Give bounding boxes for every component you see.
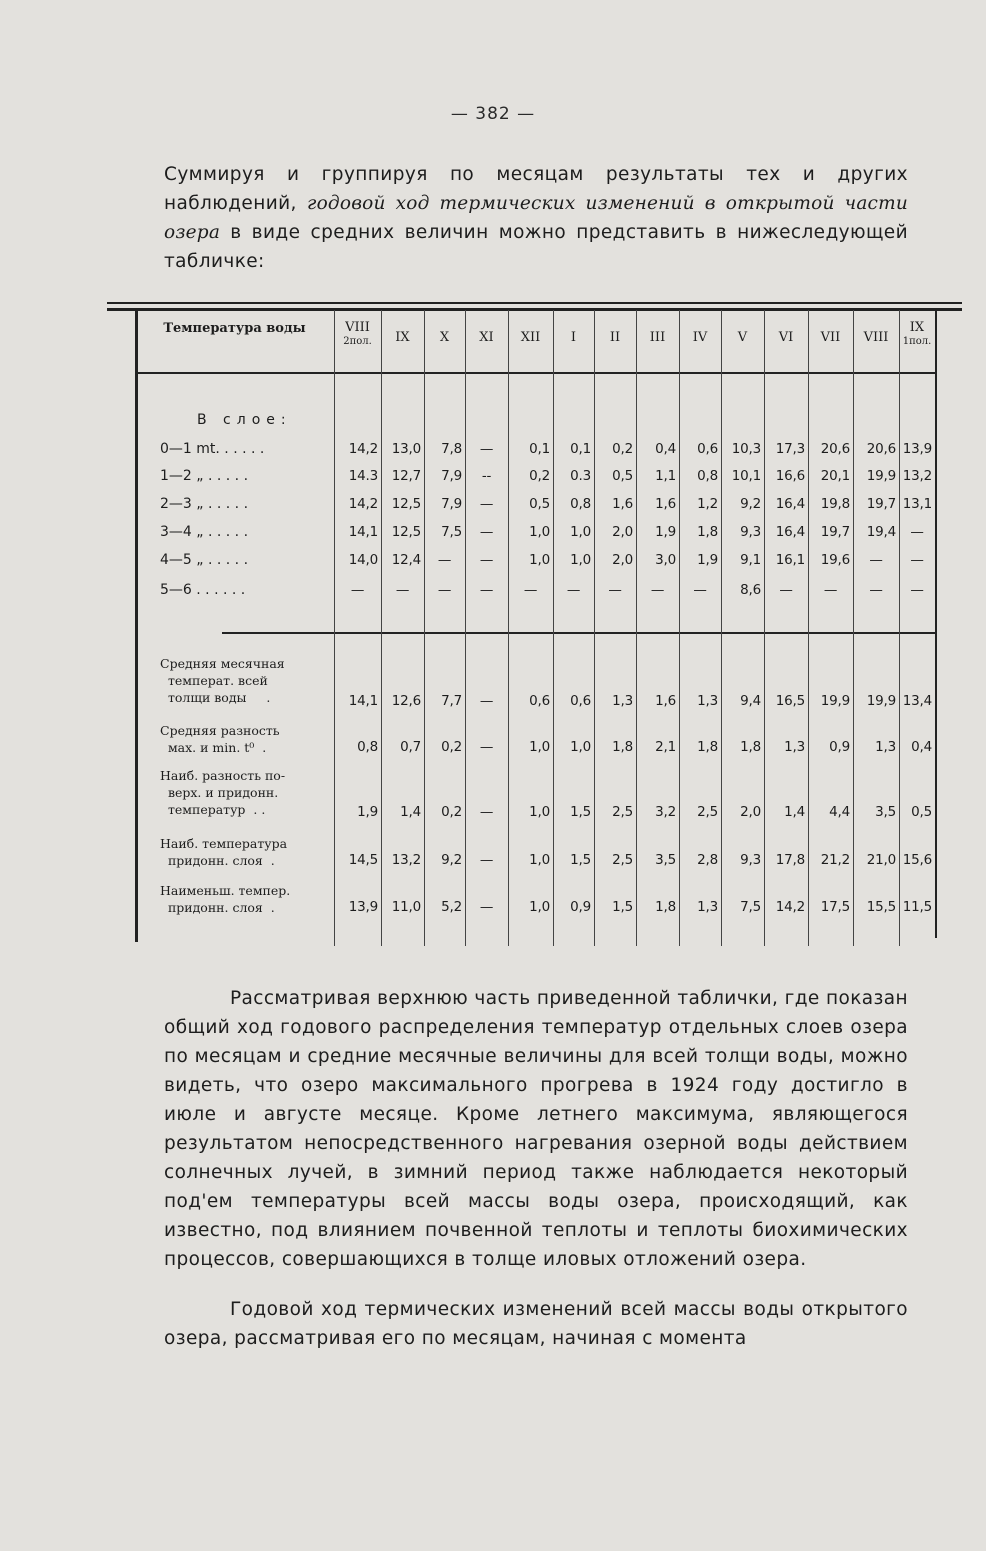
table-cell: 16,6 bbox=[775, 468, 805, 484]
column-header-sub: 2пол. bbox=[343, 336, 372, 347]
table-cell: 12,5 bbox=[391, 524, 421, 540]
table-cell: 19,9 bbox=[866, 693, 896, 709]
table-cell: 0,2 bbox=[612, 441, 633, 457]
table-cell: 9,1 bbox=[740, 552, 761, 568]
table-cell: 0,4 bbox=[655, 441, 676, 457]
table-cell: 0,2 bbox=[441, 739, 462, 755]
table-cell: — bbox=[910, 524, 924, 540]
table-top-rule-double bbox=[107, 308, 962, 311]
table-cell: 1,6 bbox=[655, 496, 676, 512]
table-cell: 12,5 bbox=[391, 496, 421, 512]
table-cell: 0,9 bbox=[829, 739, 850, 755]
table-cell: 7,8 bbox=[441, 441, 462, 457]
table-cell: 7,5 bbox=[441, 524, 462, 540]
column-header bbox=[508, 330, 553, 346]
column-header bbox=[636, 330, 679, 346]
table-cell: 1,3 bbox=[875, 739, 896, 755]
column-header-label: VI bbox=[778, 330, 794, 345]
column-header bbox=[679, 330, 721, 346]
row-label: 1—2 „ . . . . . bbox=[160, 468, 249, 484]
table-cell: — bbox=[479, 582, 494, 598]
table-cell: — bbox=[869, 552, 883, 568]
table-cell: 13,9 bbox=[902, 441, 932, 457]
row-label: 2—3 „ . . . . . bbox=[160, 496, 249, 512]
table-cell: 13,9 bbox=[348, 899, 378, 915]
intro-text-after: в виде средних величин можно представить в нижеследующей табличке: bbox=[164, 222, 908, 272]
column-separator bbox=[334, 310, 335, 946]
table-cell: 4,4 bbox=[829, 804, 850, 820]
table-cell: 2,0 bbox=[612, 552, 633, 568]
column-separator bbox=[721, 310, 722, 946]
table-cell: 0,6 bbox=[697, 441, 718, 457]
column-header-label: VIII bbox=[345, 320, 370, 335]
table-cell: 0,5 bbox=[911, 804, 932, 820]
table-cell: 19,8 bbox=[820, 496, 850, 512]
table-cell: 14,5 bbox=[348, 852, 378, 868]
row-label: 3—4 „ . . . . . bbox=[160, 524, 249, 540]
table-cell: 17,8 bbox=[775, 852, 805, 868]
row-label: Средняя месячная температ. всей толщи воды . bbox=[160, 656, 285, 705]
column-header bbox=[334, 320, 381, 348]
table-cell: 1,8 bbox=[612, 739, 633, 755]
table-cell: 14,2 bbox=[775, 899, 805, 915]
table-cell: 15,5 bbox=[866, 899, 896, 915]
intro-emphasis: годовой ход термических изменений в открытой части озера bbox=[164, 193, 908, 243]
table-cell: 0,9 bbox=[570, 899, 591, 915]
table-cell: 14,1 bbox=[348, 524, 378, 540]
table-cell: 0,8 bbox=[570, 496, 591, 512]
table-cell: 3,5 bbox=[875, 804, 896, 820]
table-cell: 7,9 bbox=[441, 468, 462, 484]
column-header-label: VII bbox=[820, 330, 841, 345]
table-cell: 1,5 bbox=[570, 804, 591, 820]
column-separator bbox=[935, 310, 937, 938]
table-cell: 0,5 bbox=[529, 496, 550, 512]
intro-paragraph bbox=[164, 160, 908, 276]
table-cell: 16,4 bbox=[775, 524, 805, 540]
column-header-label: XII bbox=[520, 330, 541, 345]
column-separator bbox=[636, 310, 637, 946]
table-cell: 0,4 bbox=[911, 739, 932, 755]
table-top-rule bbox=[107, 302, 962, 304]
column-separator bbox=[553, 310, 554, 946]
table-cell: — bbox=[479, 441, 494, 457]
table-cell: 0.3 bbox=[570, 468, 591, 484]
table-cell: 1,3 bbox=[697, 899, 718, 915]
table-cell: 0,2 bbox=[441, 804, 462, 820]
table-cell: 16,5 bbox=[775, 693, 805, 709]
table-cell: 1,6 bbox=[655, 693, 676, 709]
table-cell: 2,0 bbox=[740, 804, 761, 820]
table-cell: 12,4 bbox=[391, 552, 421, 568]
intro-text-before: Суммируя и группируя по месяцам результаты тех и других наблюдений, bbox=[164, 164, 908, 214]
column-header-label: XI bbox=[479, 330, 494, 345]
table-cell: — bbox=[437, 582, 452, 598]
table-cell: 19,6 bbox=[820, 552, 850, 568]
row-label: Наименьш. темпер. придонн. слоя . bbox=[160, 883, 291, 915]
table-cell: 0,1 bbox=[529, 441, 550, 457]
table-cell: 0,1 bbox=[570, 441, 591, 457]
header-water-temperature: Температура воды bbox=[163, 321, 306, 336]
table-cell: 15,6 bbox=[902, 852, 932, 868]
table-cell: 3,0 bbox=[655, 552, 676, 568]
table-cell: 1,0 bbox=[570, 552, 591, 568]
row-label: Средняя разность мах. и min. t⁰ . bbox=[160, 723, 280, 755]
table-cell: 19,4 bbox=[866, 524, 896, 540]
table-cell: 1,0 bbox=[529, 739, 550, 755]
table-cell: — bbox=[779, 582, 793, 598]
table-cell: 1,8 bbox=[740, 739, 761, 755]
table-cell: 0,5 bbox=[612, 468, 633, 484]
table-cell: 14,0 bbox=[348, 552, 378, 568]
column-header bbox=[899, 320, 935, 348]
table-cell: — bbox=[479, 852, 494, 868]
table-cell: 1,0 bbox=[529, 552, 550, 568]
table-cell: 13,4 bbox=[902, 693, 932, 709]
table-cell: 12,7 bbox=[391, 468, 421, 484]
column-header-label: IX bbox=[909, 320, 925, 335]
table-cell: 19,7 bbox=[820, 524, 850, 540]
table-cell: 13,2 bbox=[902, 468, 932, 484]
column-header-label: X bbox=[439, 330, 450, 345]
row-label: Наиб. разность по- верх. и придонн. температур . . bbox=[160, 768, 286, 817]
table-cell: 1,8 bbox=[655, 899, 676, 915]
table-cell: 1,4 bbox=[784, 804, 805, 820]
column-header bbox=[553, 330, 594, 346]
table-cell: — bbox=[566, 582, 581, 598]
table-cell: 0,7 bbox=[400, 739, 421, 755]
column-header bbox=[465, 330, 508, 346]
table-cell: — bbox=[479, 899, 494, 915]
table-cell: 2,0 bbox=[612, 524, 633, 540]
table-cell: 2,8 bbox=[697, 852, 718, 868]
table-cell: 7,9 bbox=[441, 496, 462, 512]
table-cell: 13,2 bbox=[391, 852, 421, 868]
table-cell: 21,0 bbox=[866, 852, 896, 868]
row-label: 0—1 mt. . . . . . bbox=[160, 441, 265, 457]
column-header bbox=[424, 330, 465, 346]
column-separator bbox=[381, 310, 382, 946]
table-cell: 1,6 bbox=[612, 496, 633, 512]
table-cell: 20,6 bbox=[820, 441, 850, 457]
table-cell: 14,2 bbox=[348, 496, 378, 512]
section-label-layers: В слое: bbox=[197, 412, 292, 428]
table-cell: 1,4 bbox=[400, 804, 421, 820]
table-cell: — bbox=[608, 582, 622, 598]
table-cell: 1,3 bbox=[612, 693, 633, 709]
table-cell: 11,0 bbox=[391, 899, 421, 915]
column-separator bbox=[594, 310, 595, 946]
row-label: 5—6 . . . . . . bbox=[160, 582, 246, 598]
column-header-sub: 1пол. bbox=[902, 336, 932, 347]
page-number: — 382 — bbox=[450, 104, 536, 124]
row-label: 4—5 „ . . . . . bbox=[160, 552, 249, 568]
table-cell: 20,6 bbox=[866, 441, 896, 457]
table-cell: -- bbox=[481, 468, 492, 484]
column-separator bbox=[508, 310, 509, 946]
table-cell: — bbox=[395, 582, 410, 598]
table-cell: 1,5 bbox=[612, 899, 633, 915]
table-cell: 16,1 bbox=[775, 552, 805, 568]
table-cell: 21,2 bbox=[820, 852, 850, 868]
column-header bbox=[853, 330, 899, 346]
table-cell: — bbox=[650, 582, 665, 598]
table-cell: — bbox=[479, 496, 494, 512]
table-cell: 1,9 bbox=[697, 552, 718, 568]
temperature-table bbox=[107, 302, 962, 952]
table-cell: — bbox=[479, 693, 494, 709]
table-cell: 17,5 bbox=[820, 899, 850, 915]
table-cell: 9,2 bbox=[441, 852, 462, 868]
table-cell: 20,1 bbox=[820, 468, 850, 484]
table-cell: — bbox=[479, 804, 494, 820]
table-cell: 11,5 bbox=[902, 899, 932, 915]
header-bottom-rule bbox=[135, 372, 935, 374]
table-cell: 1,0 bbox=[529, 899, 550, 915]
table-cell: 16,4 bbox=[775, 496, 805, 512]
column-header-label: IX bbox=[395, 330, 410, 345]
column-separator bbox=[424, 310, 425, 946]
column-header bbox=[594, 330, 636, 346]
table-cell: 7,7 bbox=[441, 693, 462, 709]
table-cell: 0,8 bbox=[357, 739, 378, 755]
table-cell: 1,8 bbox=[697, 739, 718, 755]
table-cell: 14.3 bbox=[348, 468, 378, 484]
body-paragraph-3: Годовой ход термических изменений всей массы воды открытого озера, рассматривая его по месяцам, начиная с момента bbox=[164, 1299, 908, 1349]
table-cell: 10,3 bbox=[731, 441, 761, 457]
table-cell: 1,1 bbox=[655, 468, 676, 484]
table-cell: 1,0 bbox=[570, 739, 591, 755]
table-cell: 0,8 bbox=[697, 468, 718, 484]
table-cell: — bbox=[910, 552, 924, 568]
table-cell: 0,2 bbox=[529, 468, 550, 484]
table-cell: 0,6 bbox=[570, 693, 591, 709]
column-header bbox=[764, 330, 808, 346]
table-cell: 17,3 bbox=[775, 441, 805, 457]
table-cell: 1,2 bbox=[697, 496, 718, 512]
table-cell: 3,5 bbox=[655, 852, 676, 868]
table-cell: 7,5 bbox=[740, 899, 761, 915]
table-cell: 14,2 bbox=[348, 441, 378, 457]
table-cell: — bbox=[479, 524, 494, 540]
table-cell: 14,1 bbox=[348, 693, 378, 709]
column-separator bbox=[465, 310, 466, 946]
body-paragraph-2: Рассматривая верхнюю часть приведенной таблички, где показан общий ход годового распределения температур отдельных слоев озера по месяцам и средние месячные величины для всей толщи воды, можно видеть, что озеро максимального прогрева в 1924 году достигло в июле и августе месяце. Кроме летнего максимума, являющегося результатом непосредственного нагревания озерной воды действием солнечных лучей, в зимний период также наблюдается некоторый под'ем температуры всей массы воды озера, происходящий, как известно, под влиянием почвенной теплоты и теплоты биохимических процессов, совершающихся в толще иловых отложений озера. bbox=[164, 988, 908, 1270]
table-cell: 3,2 bbox=[655, 804, 676, 820]
table-cell: 9,3 bbox=[740, 524, 761, 540]
table-cell: 1,8 bbox=[697, 524, 718, 540]
table-cell: 1,0 bbox=[529, 852, 550, 868]
table-cell: — bbox=[823, 582, 838, 598]
table-cell: 2,5 bbox=[697, 804, 718, 820]
table-cell: 2,1 bbox=[655, 739, 676, 755]
table-cell: — bbox=[869, 582, 883, 598]
table-cell: 5,2 bbox=[441, 899, 462, 915]
column-header-label: I bbox=[570, 330, 577, 345]
column-separator bbox=[679, 310, 680, 946]
column-header-label: IV bbox=[692, 330, 708, 345]
table-cell: 10,1 bbox=[731, 468, 761, 484]
table-cell: 2,5 bbox=[612, 852, 633, 868]
column-header-label: II bbox=[609, 330, 621, 345]
table-cell: 19,9 bbox=[820, 693, 850, 709]
table-cell: 9,4 bbox=[740, 693, 761, 709]
table-cell: — bbox=[437, 552, 452, 568]
column-header bbox=[808, 330, 853, 346]
column-separator bbox=[899, 310, 900, 946]
column-header-label: III bbox=[649, 330, 666, 345]
column-header bbox=[381, 330, 424, 346]
table-cell: 1,9 bbox=[655, 524, 676, 540]
table-left-border bbox=[135, 310, 138, 942]
column-header bbox=[721, 330, 764, 346]
table-cell: — bbox=[523, 582, 538, 598]
table-cell: 19,9 bbox=[866, 468, 896, 484]
table-cell: 8,6 bbox=[740, 582, 761, 598]
column-separator bbox=[853, 310, 854, 946]
table-cell: 1,9 bbox=[357, 804, 378, 820]
table-cell: — bbox=[693, 582, 707, 598]
table-cell: — bbox=[479, 552, 494, 568]
table-cell: 0,6 bbox=[529, 693, 550, 709]
table-cell: 2,5 bbox=[612, 804, 633, 820]
column-header-label: V bbox=[737, 330, 748, 345]
table-cell: 1,0 bbox=[529, 804, 550, 820]
table-cell: — bbox=[910, 582, 924, 598]
table-cell: — bbox=[479, 739, 494, 755]
table-cell: 1,0 bbox=[570, 524, 591, 540]
table-cell: 13,1 bbox=[902, 496, 932, 512]
column-separator bbox=[808, 310, 809, 946]
table-cell: 12,6 bbox=[391, 693, 421, 709]
table-cell: — bbox=[350, 582, 365, 598]
column-header-label: VIII bbox=[863, 330, 889, 345]
table-cell: 1,5 bbox=[570, 852, 591, 868]
table-cell: 9,2 bbox=[740, 496, 761, 512]
section-divider-rule bbox=[222, 632, 935, 634]
column-separator bbox=[764, 310, 765, 946]
table-cell: 1,0 bbox=[529, 524, 550, 540]
table-cell: 13,0 bbox=[391, 441, 421, 457]
table-cell: 1,3 bbox=[784, 739, 805, 755]
table-cell: 1,3 bbox=[697, 693, 718, 709]
table-cell: 9,3 bbox=[740, 852, 761, 868]
row-label: Наиб. температура придонн. слоя . bbox=[160, 836, 288, 868]
table-cell: 19,7 bbox=[866, 496, 896, 512]
